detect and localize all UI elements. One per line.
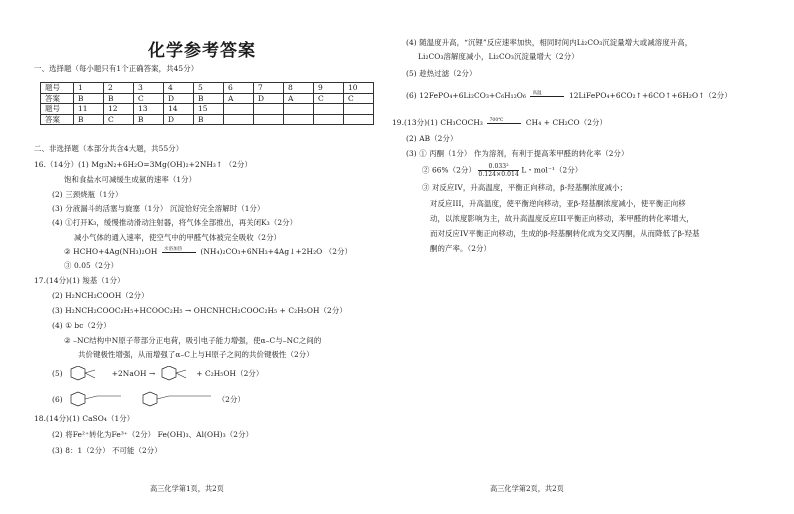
q17-line: 17.(14分)(1) 羧基（1分） bbox=[34, 276, 125, 285]
reactant-text: 19.(13分)(1) CH₃COCH₃ bbox=[392, 118, 483, 127]
answer-table-cell: A bbox=[284, 93, 314, 104]
q18-cont-line: Li₂CO₃溶解度减小，Li₂CO₃沉淀量增大（2分） bbox=[418, 52, 579, 61]
q17-line: 共价键极性增强，从而增强了α–C上与H原子之间的共价键极性（2分） bbox=[78, 350, 314, 359]
fraction-numerator: 0.033² bbox=[478, 163, 518, 171]
page-footer-left: 高三化学第1页，共2页 bbox=[150, 484, 224, 493]
answer-table-cell: C bbox=[104, 114, 134, 125]
structure-drawing bbox=[65, 366, 109, 382]
answer-table-cell: B bbox=[134, 114, 164, 125]
q19-line: (3) ① 丙酮（1分） 作为溶剂，有利于提高苯甲醛的转化率（2分） bbox=[406, 149, 629, 158]
structure-drawing bbox=[65, 390, 215, 410]
q18-cont-line: (4) 随温度升高，“沉锂”反应速率加快，相同时间内Li₂CO₃沉淀量增大或减溶度升高， bbox=[406, 38, 693, 47]
q19-equation bbox=[392, 118, 607, 128]
q19-line: 动，以浓度影响为主，故升高温度反应III平衡正向移动，苯甲醛的转化率增大， bbox=[430, 214, 694, 223]
arrow-label: 水浴加热 bbox=[163, 246, 183, 252]
yield-text: ② 66%（2分） bbox=[422, 165, 476, 175]
answer-table-cell: 5 bbox=[194, 83, 224, 94]
page-title: 化学参考答案 bbox=[148, 41, 256, 61]
q19-line: (2) AB（2分） bbox=[406, 134, 458, 143]
product-text: (NH₄)₂CO₃+6NH₃+4Ag↓+2H₂O （2分） bbox=[200, 247, 353, 256]
answer-table-header-cell: 题号 bbox=[41, 83, 74, 94]
answer-table-cell: A bbox=[224, 93, 254, 104]
answer-table-cell: 4 bbox=[164, 83, 194, 94]
q18-line: (2) 将Fe²⁺转化为Fe³⁺（2分） Fe(OH)₃、Al(OH)₃（2分） bbox=[52, 430, 254, 439]
q18-line: (3) 8：1（2分） 不可能（2分） bbox=[52, 446, 162, 455]
answer-table-header-cell: 答案 bbox=[41, 114, 74, 125]
answer-table-cell: 2 bbox=[104, 83, 134, 94]
reactant-text: ② HCHO+4Ag(NH₃)₂OH bbox=[64, 247, 158, 256]
q16-line: (3) 分液漏斗的活塞与旋塞（1分） 沉淀恰好完全溶解时（1分） bbox=[52, 204, 265, 213]
answer-table-cell: 14 bbox=[164, 104, 194, 115]
answer-table-cell: 3 bbox=[134, 83, 164, 94]
answer-table-row bbox=[41, 93, 374, 104]
reaction-arrow bbox=[487, 117, 521, 124]
answer-table-cell: 7 bbox=[254, 83, 284, 94]
answer-table-cell: B bbox=[194, 93, 224, 104]
arrow-label: 高温 bbox=[532, 90, 542, 96]
q16-line: (2) 三颈烧瓶（1分） bbox=[52, 190, 123, 199]
answer-table-cell: 15 bbox=[194, 104, 224, 115]
reaction-arrow bbox=[162, 246, 196, 253]
q16-line: 减小气体的通入速率，使空气中的甲醛气体被完全吸收（2分） bbox=[74, 233, 282, 242]
product-text: + C₂H₅OH（2分） bbox=[196, 369, 264, 378]
q16-line: 16.（14分）(1) Mg₃N₂+6H₂O=3Mg(OH)₂+2NH₃↑ （2分） bbox=[34, 160, 253, 169]
q16-line: (4) ①打开K₃，缓慢推动滑动注射器，将气体全部推出，再关闭K₃（2分） bbox=[52, 218, 298, 227]
answer-table-cell: 12 bbox=[104, 104, 134, 115]
answer-table-cell bbox=[314, 114, 344, 125]
answer-table-cell: D bbox=[254, 93, 284, 104]
answer-table-cell: B bbox=[194, 114, 224, 125]
q19-line: 而对反应IV平衡正向移动，生成的β-羟基酮转化成为交叉丙酮，从而降低了β-羟基 bbox=[430, 229, 700, 238]
reactant-text: (6) 12FePO₄+6Li₂CO₃+C₆H₁₂O₆ bbox=[406, 91, 527, 100]
answer-table-cell: 10 bbox=[344, 83, 374, 94]
q19-line: 对反应III，升高温度，使平衡逆向移动，亚β-羟基酮浓度减小，使平衡正向移 bbox=[430, 199, 686, 208]
answer-table-cell: 6 bbox=[224, 83, 254, 94]
answer-table-cell bbox=[284, 104, 314, 115]
equilibrium-fraction bbox=[478, 163, 518, 178]
answer-table-row bbox=[41, 114, 374, 125]
q17-line: ② –NC结构中N原子带部分正电荷，吸引电子能力增强，使α–C与–NC之间的 bbox=[64, 336, 322, 345]
answer-table-cell: 1 bbox=[74, 83, 104, 94]
page-footer-right: 高三化学第2页，共2页 bbox=[490, 484, 564, 493]
answer-table-cell: B bbox=[104, 93, 134, 104]
q17-part6 bbox=[52, 390, 245, 410]
part-number: (6) bbox=[52, 395, 63, 404]
q16-line: 饱和食盐水可减缓生成氨的速率（1分） bbox=[64, 175, 197, 184]
q17-line: (3) H₂NCH₂COOC₂H₅+HCOOC₂H₅ → OHCNHCH₂COOC₂H₅ + C₂H₅OH（2分） bbox=[52, 306, 347, 315]
answer-table-cell bbox=[344, 104, 374, 115]
fraction-denominator: 0.124×0.014 bbox=[478, 171, 519, 178]
answer-table-cell bbox=[254, 104, 284, 115]
product-text: 12LiFePO₄+6CO₂↑+6CO↑+6H₂O↑（2分） bbox=[568, 91, 732, 100]
q16-equation bbox=[64, 247, 352, 257]
q18-cont-line: (5) 趁热过滤（2分） bbox=[406, 69, 477, 78]
section2-heading: 二、非选择题（本部分共含4大题，共55分） bbox=[34, 144, 184, 153]
arrow-label: 700℃ bbox=[489, 117, 504, 123]
answer-table-cell: B bbox=[74, 114, 104, 125]
reagent-text: +2NaOH → bbox=[111, 369, 156, 378]
answer-table-cell: D bbox=[164, 114, 194, 125]
product-text: CH₄ + CH₂CO（2分） bbox=[525, 118, 607, 127]
answer-table-cell: B bbox=[74, 93, 104, 104]
answer-table-cell: 8 bbox=[284, 83, 314, 94]
part-number: (5) bbox=[52, 369, 63, 378]
answer-table-cell: 13 bbox=[134, 104, 164, 115]
answer-table-cell bbox=[344, 114, 374, 125]
q19-line: ③ 对反应IV，升高温度，平衡正向移动，β-羟基酮浓度减小； bbox=[422, 183, 628, 192]
q19-line: 酮的产率。（2分） bbox=[430, 244, 492, 253]
q17-part5 bbox=[52, 366, 263, 382]
answer-table bbox=[40, 82, 374, 125]
answer-table-row bbox=[41, 104, 374, 115]
q18-line: 18.(14分)(1) CaSO₄（1分） bbox=[34, 414, 135, 423]
answer-table-cell bbox=[314, 104, 344, 115]
answer-table-cell: 9 bbox=[314, 83, 344, 94]
answer-table-cell bbox=[284, 114, 314, 125]
answer-table-cell bbox=[224, 104, 254, 115]
answer-table-row bbox=[41, 83, 374, 94]
unit-text: L・mol⁻¹（2分） bbox=[521, 165, 583, 175]
answer-table-cell bbox=[254, 114, 284, 125]
answer-table-header-cell: 题号 bbox=[41, 104, 74, 115]
answer-table-cell: D bbox=[164, 93, 194, 104]
section1-heading: 一、选择题（每小题只有1个正确答案，共45分） bbox=[34, 64, 199, 73]
answer-table-cell: C bbox=[314, 93, 344, 104]
q19-part2 bbox=[422, 163, 582, 178]
structure-drawing bbox=[158, 366, 194, 382]
reaction-arrow bbox=[530, 90, 564, 97]
answer-table-cell: C bbox=[344, 93, 374, 104]
answer-table-cell bbox=[224, 114, 254, 125]
q17-line: (4) ① bc（2分） bbox=[52, 321, 111, 330]
score-text: （2分） bbox=[217, 395, 245, 404]
q16-line: ③ 0.05（2分） bbox=[64, 261, 119, 270]
answer-table-cell: 11 bbox=[74, 104, 104, 115]
q17-line: (2) H₂NCH₂COOH（2分） bbox=[52, 291, 149, 300]
answer-table-header-cell: 答案 bbox=[41, 93, 74, 104]
answer-table-cell: C bbox=[134, 93, 164, 104]
q18-equation bbox=[406, 91, 732, 101]
